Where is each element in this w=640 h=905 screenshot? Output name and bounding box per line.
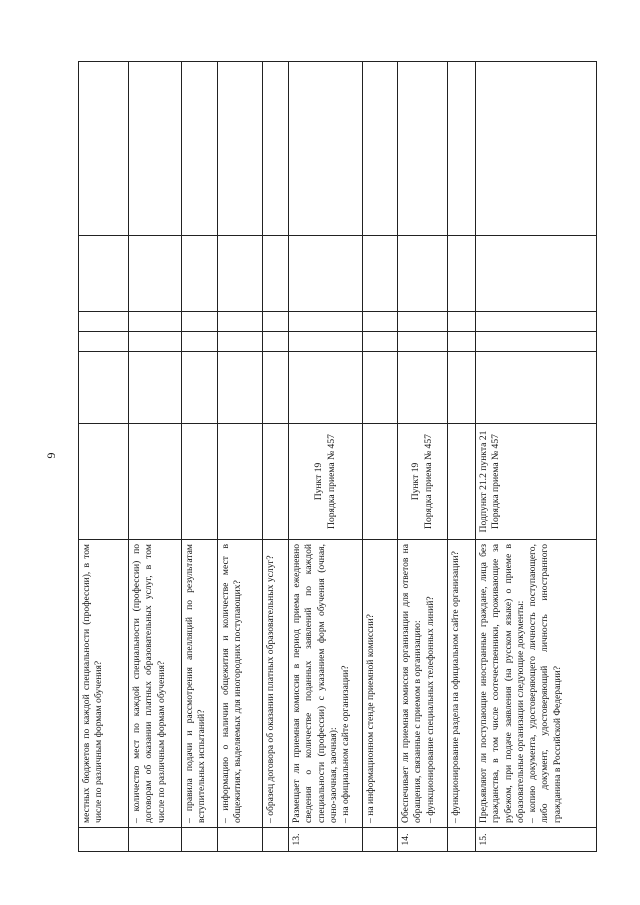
answer-cell xyxy=(448,236,476,312)
answer-cell xyxy=(363,332,398,352)
table-row xyxy=(363,62,398,852)
row-number: 15. xyxy=(476,828,597,852)
question-text: – количество мест по каждой специальности (профессии) по договорам об оказании платных образовательных услуг, в том числе по различным формам обучения? xyxy=(129,540,182,828)
answer-cell xyxy=(476,62,597,236)
table-row xyxy=(79,62,129,852)
answer-cell xyxy=(79,352,129,424)
answer-cell xyxy=(363,352,398,424)
legal-reference xyxy=(79,424,129,540)
table-row xyxy=(448,62,476,852)
table-row xyxy=(263,62,289,852)
question-text: Предъявляют ли поступающие иностранные граждане, лица без гражданства, в том числе соотечественники, проживающие за рубежом, при подаче заявления (на русском языке) о приеме в образовательные организации следующие документы: – копию документа, удостоверяющего личность поступающего, либо документ, удостоверяющий личность иностранного гражданина в Российской Федерации? xyxy=(476,540,597,828)
row-number xyxy=(182,828,218,852)
answer-cell xyxy=(218,352,263,424)
answer-cell xyxy=(263,332,289,352)
legal-reference xyxy=(218,424,263,540)
answer-cell xyxy=(182,62,218,236)
table-row xyxy=(398,62,448,852)
row-number: 13. xyxy=(289,828,363,852)
question-text: – информацию о наличии общежития и количестве мест в общежитиях, выделяемых для иногородних поступающих? xyxy=(218,540,263,828)
answer-cell xyxy=(476,332,597,352)
legal-reference: Пункт 19 Порядка приема № 457 xyxy=(398,424,448,540)
answer-cell xyxy=(218,332,263,352)
question-text: – функционирование раздела на официальном сайте организации? xyxy=(448,540,476,828)
checklist-table-rotated xyxy=(78,62,596,852)
answer-cell xyxy=(289,312,363,332)
answer-cell xyxy=(263,62,289,236)
row-number xyxy=(129,828,182,852)
answer-cell xyxy=(398,236,448,312)
answer-cell xyxy=(79,236,129,312)
question-text: местных бюджетов по каждой специальности (профессии), в том числе по различным формам обучения? xyxy=(79,540,129,828)
answer-cell xyxy=(182,352,218,424)
answer-cell xyxy=(476,236,597,312)
answer-cell xyxy=(79,332,129,352)
answer-cell xyxy=(289,236,363,312)
row-number xyxy=(263,828,289,852)
answer-cell xyxy=(398,62,448,236)
legal-reference xyxy=(182,424,218,540)
answer-cell xyxy=(363,236,398,312)
answer-cell xyxy=(398,332,448,352)
answer-cell xyxy=(363,62,398,236)
answer-cell xyxy=(398,352,448,424)
question-text: Обеспечивает ли приемная комиссия организации для ответов на обращения, связанные с приемом в организацию: – функционирование специальных телефонных линий? xyxy=(398,540,448,828)
answer-cell xyxy=(476,312,597,332)
page-number: 6 xyxy=(44,452,59,459)
answer-cell xyxy=(182,332,218,352)
answer-cell xyxy=(129,352,182,424)
question-text: Размещает ли приемная комиссия в период приема ежедневно сведения о количестве поданных заявлений по каждой специальности (профессии) с указанием форм обучения (очная, очно-заочная, заочная): – на официальном сайте организации? xyxy=(289,540,363,828)
answer-cell xyxy=(79,312,129,332)
answer-cell xyxy=(448,312,476,332)
question-text: – на информационном стенде приемной комиссии? xyxy=(363,540,398,828)
answer-cell xyxy=(218,62,263,236)
answer-cell xyxy=(218,312,263,332)
answer-cell xyxy=(182,312,218,332)
row-number xyxy=(79,828,129,852)
answer-cell xyxy=(289,332,363,352)
answer-cell xyxy=(182,236,218,312)
legal-reference xyxy=(448,424,476,540)
answer-cell xyxy=(363,312,398,332)
answer-cell xyxy=(129,312,182,332)
row-number: 14. xyxy=(398,828,448,852)
checklist-table xyxy=(78,61,597,852)
table-row xyxy=(129,62,182,852)
answer-cell xyxy=(289,62,363,236)
answer-cell xyxy=(218,236,263,312)
legal-reference xyxy=(363,424,398,540)
answer-cell xyxy=(79,62,129,236)
table-row xyxy=(182,62,218,852)
table-row xyxy=(476,62,597,852)
answer-cell xyxy=(129,332,182,352)
answer-cell xyxy=(129,62,182,236)
answer-cell xyxy=(398,312,448,332)
answer-cell xyxy=(129,236,182,312)
answer-cell xyxy=(448,332,476,352)
answer-cell xyxy=(263,236,289,312)
row-number xyxy=(218,828,263,852)
question-text: – образец договора об оказании платных образовательных услуг? xyxy=(263,540,289,828)
table-row xyxy=(289,62,363,852)
answer-cell xyxy=(448,352,476,424)
question-text: – правила подачи и рассмотрения апелляций по результатам вступительных испытаний? xyxy=(182,540,218,828)
answer-cell xyxy=(263,312,289,332)
answer-cell xyxy=(289,352,363,424)
row-number xyxy=(363,828,398,852)
table-row xyxy=(218,62,263,852)
row-number xyxy=(448,828,476,852)
legal-reference: Подпункт 21.2 пункта 21 Порядка приема № 457 xyxy=(476,424,597,540)
legal-reference xyxy=(263,424,289,540)
legal-reference: Пункт 19 Порядка приема № 457 xyxy=(289,424,363,540)
answer-cell xyxy=(263,352,289,424)
answer-cell xyxy=(448,62,476,236)
legal-reference xyxy=(129,424,182,540)
answer-cell xyxy=(476,352,597,424)
